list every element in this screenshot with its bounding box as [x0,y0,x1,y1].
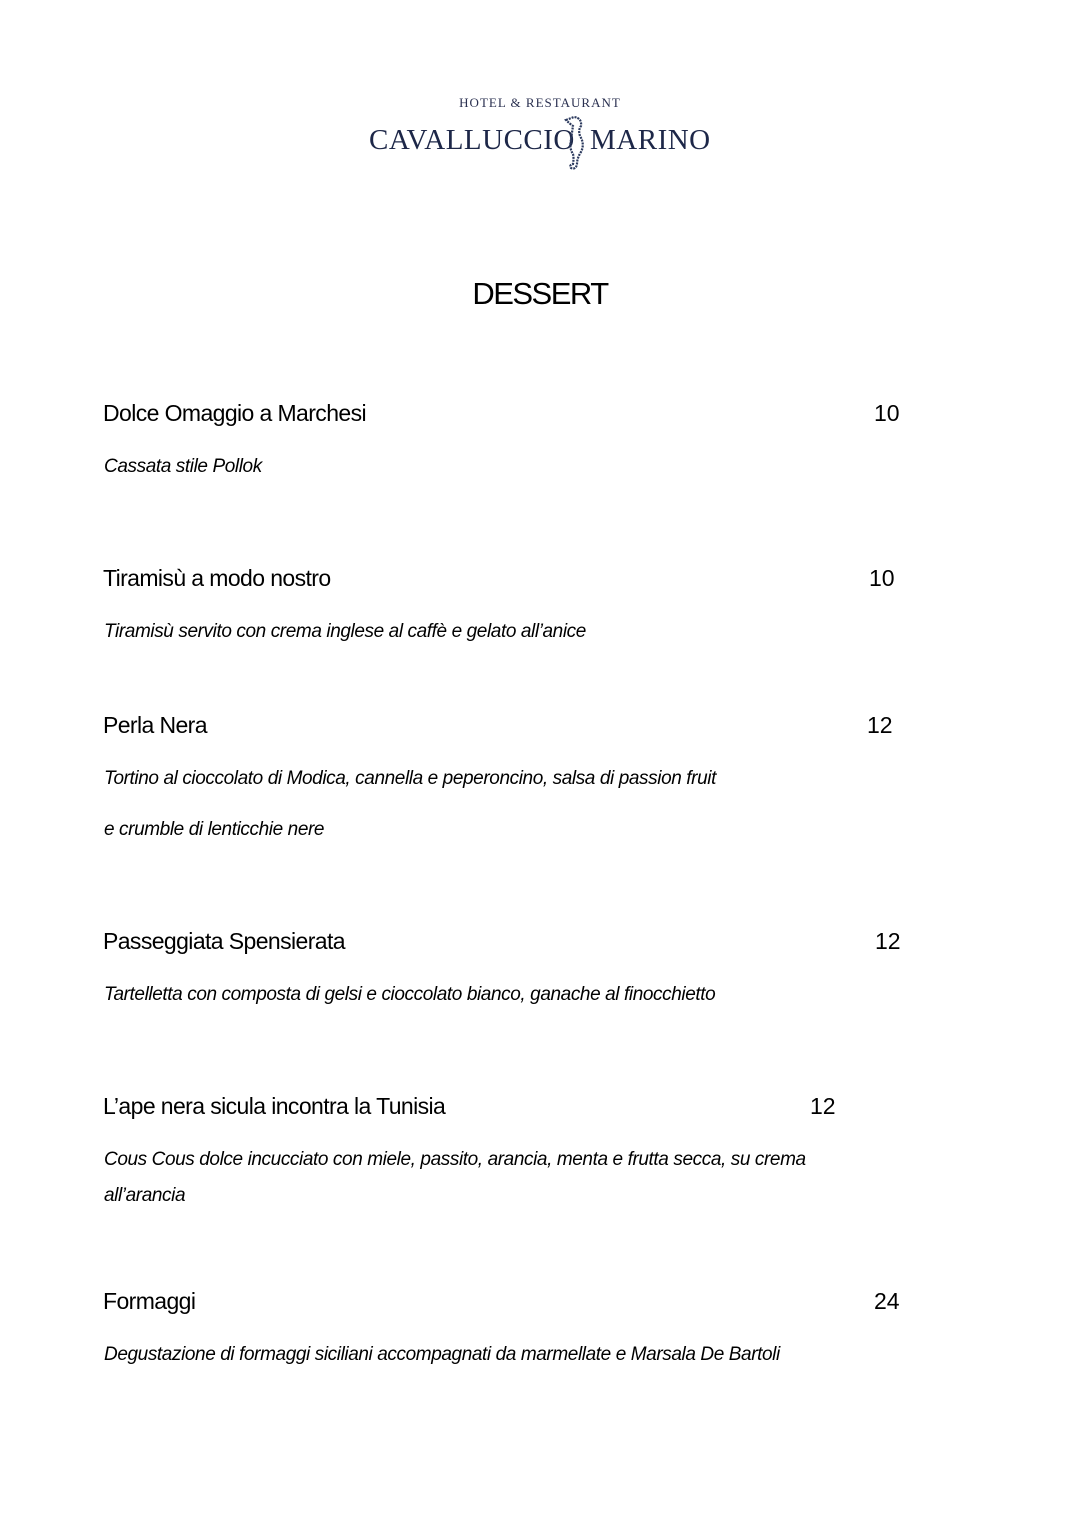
item-description: e crumble di lenticchie nere [104,819,325,840]
item-price: 10 [869,565,895,591]
item-price: 12 [810,1093,836,1119]
seahorse-logo-icon [562,114,588,172]
item-description: Cassata stile Pollok [104,456,262,477]
item-description: Tiramisù servito con crema inglese al caffè e gelato all’anice [104,621,586,642]
item-name: Passeggiata Spensierata [103,928,345,954]
item-name: Tiramisù a modo nostro [103,565,331,591]
item-name: Perla Nera [103,712,207,738]
item-description: all’arancia [104,1185,186,1206]
logo-subtitle: HOTEL & RESTAURANT [459,95,621,110]
logo-name-left: CAVALLUCCIO [369,124,575,156]
item-price: 12 [867,712,893,738]
item-name: Formaggi [103,1288,196,1314]
item-description: Cous Cous dolce incucciato con miele, passito, arancia, menta e frutta secca, su crema [104,1149,806,1170]
page-title: DESSERT [472,276,608,311]
item-price: 10 [874,400,900,426]
item-name: Dolce Omaggio a Marchesi [103,400,366,426]
item-description: Degustazione di formaggi siciliani accompagnati da marmellate e Marsala De Bartoli [104,1344,780,1365]
item-name: L’ape nera sicula incontra la Tunisia [103,1093,446,1119]
item-price: 12 [875,928,901,954]
item-description: Tortino al cioccolato di Modica, cannella e peperoncino, salsa di passion fruit [104,768,716,789]
logo-name-right: MARINO [590,124,711,156]
item-price: 24 [874,1288,900,1314]
item-description: Tartelletta con composta di gelsi e cioccolato bianco, ganache al finocchietto [104,984,716,1005]
